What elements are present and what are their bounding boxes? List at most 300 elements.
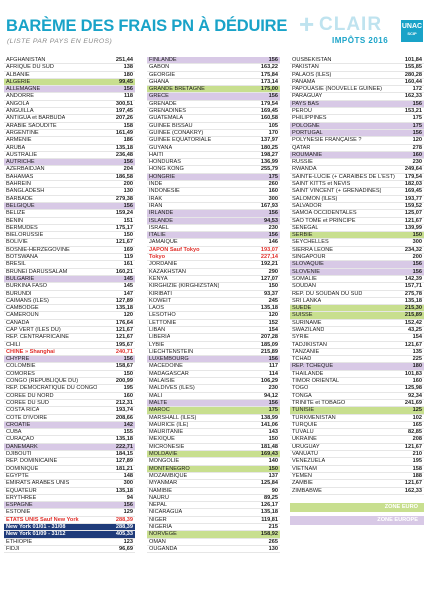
country-name: SALVADOR — [292, 202, 322, 209]
table-row — [290, 123, 424, 130]
table-row — [147, 363, 280, 370]
country-name: MACÉDOINE — [149, 363, 183, 370]
table-row — [290, 327, 424, 334]
country-name: Tokyo — [149, 254, 166, 261]
allowance-value: 125 — [412, 407, 422, 414]
allowance-value: 227,14 — [260, 254, 278, 261]
allowance-value: 121,67 — [404, 217, 422, 224]
country-name: MAROC — [149, 407, 170, 414]
country-name: MEXIQUE — [149, 436, 175, 443]
table-row — [147, 218, 280, 225]
table-row — [4, 422, 135, 429]
country-name: DJIBOUTI — [6, 451, 32, 458]
country-name: BURKINA FASO — [6, 283, 48, 290]
table-row — [290, 276, 424, 283]
country-column-2 — [147, 57, 280, 553]
allowance-value: 127,89 — [115, 458, 133, 465]
allowance-value: 136,99 — [260, 159, 278, 166]
table-row — [4, 502, 135, 509]
table-row — [4, 291, 135, 298]
allowance-value: 89,25 — [264, 494, 278, 501]
table-row — [147, 539, 280, 546]
table-row — [290, 480, 424, 487]
country-name: GUINÉE BISSAU — [149, 122, 193, 129]
allowance-value: 147 — [123, 290, 133, 297]
allowance-value: 210 — [412, 451, 422, 458]
country-name: TADJIKISTAN — [292, 341, 327, 348]
country-name: GABON — [149, 64, 170, 71]
table-row — [147, 488, 280, 495]
country-name: BARBADE — [6, 195, 33, 202]
allowance-value: 142,39 — [404, 275, 422, 282]
country-name: GUYANA — [149, 144, 173, 151]
country-name: MALI — [149, 392, 163, 399]
country-name: CHILI — [6, 341, 21, 348]
table-row — [4, 261, 135, 268]
country-name: ALLEMAGNE — [6, 86, 41, 93]
table-row — [290, 57, 424, 64]
table-row — [290, 371, 424, 378]
table-row — [147, 509, 280, 516]
table-row — [290, 108, 424, 115]
allowance-value: 230 — [412, 159, 422, 166]
country-name: BELGIQUE — [6, 202, 35, 209]
table-row — [147, 312, 280, 319]
allowance-value: 148 — [123, 472, 133, 479]
country-name: AUTRICHE — [6, 159, 35, 166]
table-row — [290, 181, 424, 188]
country-name: SUISSE — [292, 312, 313, 319]
table-row — [4, 312, 135, 319]
country-name: MONTÉNÉGRO — [149, 465, 190, 472]
allowance-value: 162,33 — [404, 93, 422, 100]
table-row — [147, 123, 280, 130]
table-row — [147, 422, 280, 429]
allowance-value: 92,34 — [408, 392, 422, 399]
allowance-value: 215,89 — [260, 348, 278, 355]
country-name: NAURU — [149, 494, 169, 501]
allowance-value: 156 — [412, 261, 422, 268]
country-name: ÉTATS UNIS Sauf New York — [6, 516, 79, 523]
country-name: CORÉE DU SUD — [6, 399, 49, 406]
allowance-value: 158,67 — [115, 363, 133, 370]
table-row — [147, 400, 280, 407]
country-name: NIGERIA — [149, 524, 173, 530]
allowance-value: 82,85 — [408, 429, 422, 436]
country-name: GEORGIE — [149, 71, 176, 78]
allowance-value: 140 — [268, 458, 278, 465]
table-row — [4, 239, 135, 246]
country-name: FINLANDE — [149, 57, 177, 63]
allowance-value: 300,51 — [115, 100, 133, 107]
table-row — [290, 429, 424, 436]
table-row — [147, 166, 280, 173]
table-row — [4, 86, 135, 93]
allowance-value: 156 — [268, 57, 278, 63]
allowance-value: 150 — [123, 232, 133, 239]
allowance-value: 288,39 — [115, 524, 133, 530]
country-name: PAPOUASIE (NOUVELLE GUINÉE) — [292, 86, 383, 93]
table-row — [4, 218, 135, 225]
page-subtitle: (LISTE PAR PAYS EN EUROS) — [7, 38, 113, 45]
allowance-value: 106,29 — [260, 378, 278, 385]
table-row — [4, 64, 135, 71]
allowance-value: 230 — [268, 385, 278, 392]
country-name: JAPON Sauf Tokyo — [149, 246, 200, 253]
country-name: SÉNÉGAL — [292, 224, 319, 231]
table-row — [4, 101, 135, 108]
table-row — [290, 86, 424, 93]
country-name: IRAN — [149, 202, 163, 209]
table-row — [4, 407, 135, 414]
allowance-value: 236,48 — [115, 151, 133, 158]
allowance-value: 156 — [268, 232, 278, 239]
country-name: GHANA — [149, 78, 169, 85]
table-row — [147, 93, 280, 100]
allowance-value: 94 — [126, 494, 133, 501]
table-row — [147, 415, 280, 422]
table-row — [147, 371, 280, 378]
table-row — [147, 524, 280, 531]
allowance-value: 185,09 — [260, 341, 278, 348]
country-name: KAZAKHSTAN — [149, 268, 186, 275]
table-row — [147, 429, 280, 436]
country-name: GUINÉE ÉQUATORIALE — [149, 137, 212, 144]
table-row — [4, 400, 135, 407]
allowance-value: 43,25 — [408, 326, 422, 333]
country-name: New York 01/09 - 31/12 — [6, 531, 66, 538]
country-name: SEYCHELLES — [292, 239, 329, 246]
country-name: BAHREÏN — [6, 181, 31, 188]
table-row — [4, 356, 135, 363]
allowance-value: 150 — [268, 436, 278, 443]
country-name: GUINÉE (CONAKRY) — [149, 129, 204, 136]
table-row — [4, 181, 135, 188]
country-name: BIÉLORUSSIE — [6, 232, 44, 239]
table-row — [147, 174, 280, 181]
country-name: ANDORRE — [6, 93, 34, 100]
table-row — [290, 298, 424, 305]
country-name: URUGUAY — [292, 443, 320, 450]
table-row — [290, 466, 424, 473]
table-row — [4, 166, 135, 173]
table-row — [4, 320, 135, 327]
country-name: ARGENTINE — [6, 129, 39, 136]
table-row — [4, 473, 135, 480]
country-name: SUÈDE — [292, 305, 312, 312]
country-name: COSTA RICA — [6, 407, 40, 414]
logo-word: CLAIR — [319, 14, 383, 35]
table-row — [4, 298, 135, 305]
table-row — [290, 385, 424, 392]
allowance-value: 193,74 — [115, 407, 133, 414]
allowance-value: 105 — [268, 122, 278, 129]
allowance-value: 175 — [412, 115, 422, 122]
allowance-value: 225 — [412, 356, 422, 363]
table-row — [147, 356, 280, 363]
country-name: PAKISTAN — [292, 64, 319, 71]
country-name: CORÉE DU NORD — [6, 392, 54, 399]
table-row — [147, 473, 280, 480]
country-name: OMAN — [149, 538, 166, 545]
allowance-value: 158,92 — [260, 531, 278, 538]
table-row — [290, 210, 424, 217]
table-row — [4, 458, 135, 465]
table-row — [147, 276, 280, 283]
country-name: MYANMAR — [149, 480, 178, 487]
table-row — [290, 407, 424, 414]
allowance-value: 184,15 — [115, 451, 133, 458]
allowance-value: 120 — [268, 312, 278, 319]
allowance-value: 125,07 — [404, 210, 422, 217]
allowance-value: 156 — [268, 399, 278, 406]
table-row — [4, 517, 135, 524]
allowance-value: 141,06 — [260, 421, 278, 428]
country-name: TIMOR ORIENTAL — [292, 378, 340, 385]
country-name: GUATEMALA — [149, 115, 184, 122]
country-name: INDE — [149, 181, 163, 188]
table-row — [4, 254, 135, 261]
table-row — [4, 393, 135, 400]
allowance-value: 119,81 — [261, 516, 278, 523]
table-row — [290, 247, 424, 254]
table-row — [290, 342, 424, 349]
country-name: LUXEMBOURG — [149, 356, 189, 363]
country-name: NAMIBIE — [149, 487, 173, 494]
table-row — [4, 371, 135, 378]
table-row — [147, 546, 280, 553]
logo-year: IMPÔTS 2016 — [332, 36, 389, 45]
table-row — [147, 101, 280, 108]
country-name: KENYA — [149, 275, 168, 282]
allowance-value: 137 — [268, 472, 278, 479]
country-name: YÉMEN — [292, 472, 312, 479]
country-name: SÃO TOMÉ et PRINCIPE — [292, 217, 356, 224]
table-row — [290, 130, 424, 137]
country-name: SWAZILAND — [292, 326, 325, 333]
allowance-value: 182,03 — [404, 181, 422, 188]
plus-clair-logo — [299, 9, 425, 54]
country-name: SIERRA LEONE — [292, 246, 334, 253]
table-row — [4, 188, 135, 195]
allowance-value: 215,30 — [404, 305, 422, 312]
table-row — [290, 196, 424, 203]
allowance-value: 127,89 — [115, 297, 133, 304]
table-row — [147, 86, 280, 93]
country-column-3-rows — [290, 57, 424, 495]
table-row — [147, 444, 280, 451]
country-name: SLOVAQUIE — [292, 261, 324, 268]
allowance-value: 156 — [123, 502, 133, 509]
country-name: BANGLADESH — [6, 188, 45, 195]
country-name: SALOMON (îLES) — [292, 195, 338, 202]
allowance-value: 405,33 — [115, 531, 133, 538]
unac-badge-sub: SCIP — [407, 31, 417, 36]
country-name: VANUATU — [292, 451, 318, 458]
table-row — [290, 254, 424, 261]
country-name: RÉP. DOMINICAINE — [6, 458, 58, 465]
allowance-value: 156 — [268, 356, 278, 363]
table-row — [290, 349, 424, 356]
country-name: JORDANIE — [149, 261, 178, 268]
allowance-value: 234,32 — [404, 246, 422, 253]
allowance-value: 188 — [412, 472, 422, 479]
allowance-value: 146 — [268, 239, 278, 246]
table-row — [147, 531, 280, 538]
table-row — [4, 269, 135, 276]
table-row — [290, 283, 424, 290]
allowance-value: 161,49 — [115, 129, 133, 136]
allowance-value: 139,99 — [404, 224, 422, 231]
allowance-value: 245 — [268, 297, 278, 304]
unac-badge — [401, 20, 423, 42]
country-name: ALBANIE — [6, 71, 30, 78]
allowance-value: 172 — [412, 86, 422, 93]
table-row — [4, 108, 135, 115]
allowance-value: 207,26 — [115, 115, 133, 122]
country-name: INDONÉSIE — [149, 188, 180, 195]
table-row — [4, 349, 135, 356]
allowance-value: 158 — [412, 465, 422, 472]
table-row — [290, 188, 424, 195]
allowance-value: 300 — [123, 480, 133, 487]
table-row — [4, 130, 135, 137]
country-name: CANADA — [6, 319, 30, 326]
allowance-value: 204 — [123, 166, 133, 173]
allowance-value: 156 — [268, 210, 278, 217]
allowance-value: 167,93 — [260, 202, 278, 209]
table-row — [4, 203, 135, 210]
country-name: POLYNÉSIE FRANÇAISE ? — [292, 137, 362, 144]
country-name: MICRONÉSIE — [149, 443, 185, 450]
country-name: GRÈCE — [149, 93, 169, 100]
allowance-value: 162,33 — [404, 487, 422, 494]
table-row — [147, 254, 280, 261]
table-row — [147, 451, 280, 458]
table-row — [147, 495, 280, 502]
country-name: BELIZE — [6, 210, 26, 217]
country-name: ÉQUATEUR — [6, 487, 37, 494]
allowance-value: 160,58 — [260, 115, 278, 122]
allowance-value: 156 — [268, 93, 278, 100]
table-row — [147, 79, 280, 86]
allowance-value: 192,21 — [260, 261, 278, 268]
country-name: ANGUILLA — [6, 108, 34, 115]
country-name: LIBAN — [149, 326, 166, 333]
allowance-value: 195 — [412, 458, 422, 465]
allowance-value: 200,99 — [115, 378, 133, 385]
country-name: MALTE — [149, 399, 168, 406]
table-row — [147, 57, 280, 64]
allowance-value: 279,38 — [115, 195, 133, 202]
table-row — [147, 407, 280, 414]
table-row — [4, 72, 135, 79]
allowance-value: 157,71 — [404, 283, 422, 290]
allowance-value: 117 — [268, 363, 278, 370]
country-name: BÉNIN — [6, 217, 24, 224]
country-name: BURUNDI — [6, 290, 32, 297]
table-row — [4, 123, 135, 130]
table-row — [147, 210, 280, 217]
table-row — [290, 320, 424, 327]
allowance-value: 118 — [123, 93, 133, 100]
table-row — [4, 159, 135, 166]
allowance-value: 170 — [268, 129, 278, 136]
table-row — [4, 495, 135, 502]
allowance-value: 160,21 — [115, 268, 133, 275]
country-column-1 — [4, 57, 135, 553]
country-name: PALAOS (îLES) — [292, 71, 332, 78]
allowance-value: 150 — [123, 370, 133, 377]
table-row — [147, 298, 280, 305]
allowance-value: 121,67 — [404, 443, 422, 450]
country-name: ANTIGUA et BARBUDA — [6, 115, 66, 122]
country-name: BULGARIE — [6, 275, 35, 282]
page-header — [0, 0, 430, 52]
table-row — [290, 458, 424, 465]
table-row — [4, 115, 135, 122]
table-row — [4, 196, 135, 203]
allowance-value: 121,67 — [115, 334, 133, 341]
table-row — [147, 291, 280, 298]
country-name: IRAK — [149, 195, 163, 202]
allowance-value: 180,25 — [260, 144, 278, 151]
country-name: GRANDE BRETAGNE — [149, 86, 205, 93]
table-row — [4, 415, 135, 422]
table-row — [290, 473, 424, 480]
country-name: QATAR — [292, 144, 311, 151]
allowance-value: 215,89 — [404, 312, 422, 319]
allowance-value: 159,24 — [115, 210, 133, 217]
country-name: AFGHANISTAN — [6, 57, 46, 63]
allowance-value: 251,44 — [115, 57, 133, 63]
allowance-value: 207,28 — [260, 334, 278, 341]
country-column-3 — [290, 57, 424, 525]
country-name: BAHAMAS — [6, 173, 34, 180]
allowance-value: 169,45 — [260, 108, 278, 115]
country-name: ANGOLA — [6, 100, 30, 107]
country-name: SAINTE-LUCIE (+ CARAÏBES DE L'EST) — [292, 173, 395, 180]
allowance-value: 130 — [268, 545, 278, 552]
country-name: SURINAME — [292, 319, 322, 326]
country-name: PANAMA — [292, 78, 316, 85]
country-name: ÉMIRATS ARABES UNIS — [6, 480, 70, 487]
allowance-value: 145 — [123, 283, 133, 290]
allowance-value: 135,18 — [404, 297, 422, 304]
country-name: RÉP. CENTRAFRICAINE — [6, 334, 69, 341]
country-name: BOLIVIE — [6, 239, 28, 246]
country-name: DANEMARK — [6, 443, 38, 450]
allowance-value: 181,48 — [260, 443, 278, 450]
table-row — [147, 247, 280, 254]
allowance-value: 208 — [412, 436, 422, 443]
country-name: JAMAÏQUE — [149, 239, 178, 246]
country-name: ARUBA — [6, 144, 26, 151]
allowance-value: 249,64 — [404, 166, 422, 173]
allowance-value: 175 — [412, 122, 422, 129]
allowance-value: 135 — [412, 348, 422, 355]
country-name: ARABIE SAOUDITE — [6, 122, 57, 129]
table-row — [147, 436, 280, 443]
country-name: SAINT KITTS et NEVIS — [292, 181, 351, 188]
country-name: CÔTE D'IVOIRE — [6, 414, 48, 421]
allowance-value: 143 — [268, 429, 278, 436]
country-name: NÉPAL — [149, 502, 167, 509]
country-name: TANZANIE — [292, 348, 320, 355]
allowance-value: 101,84 — [404, 57, 422, 63]
table-row — [4, 137, 135, 144]
allowance-value: 290 — [268, 268, 278, 275]
